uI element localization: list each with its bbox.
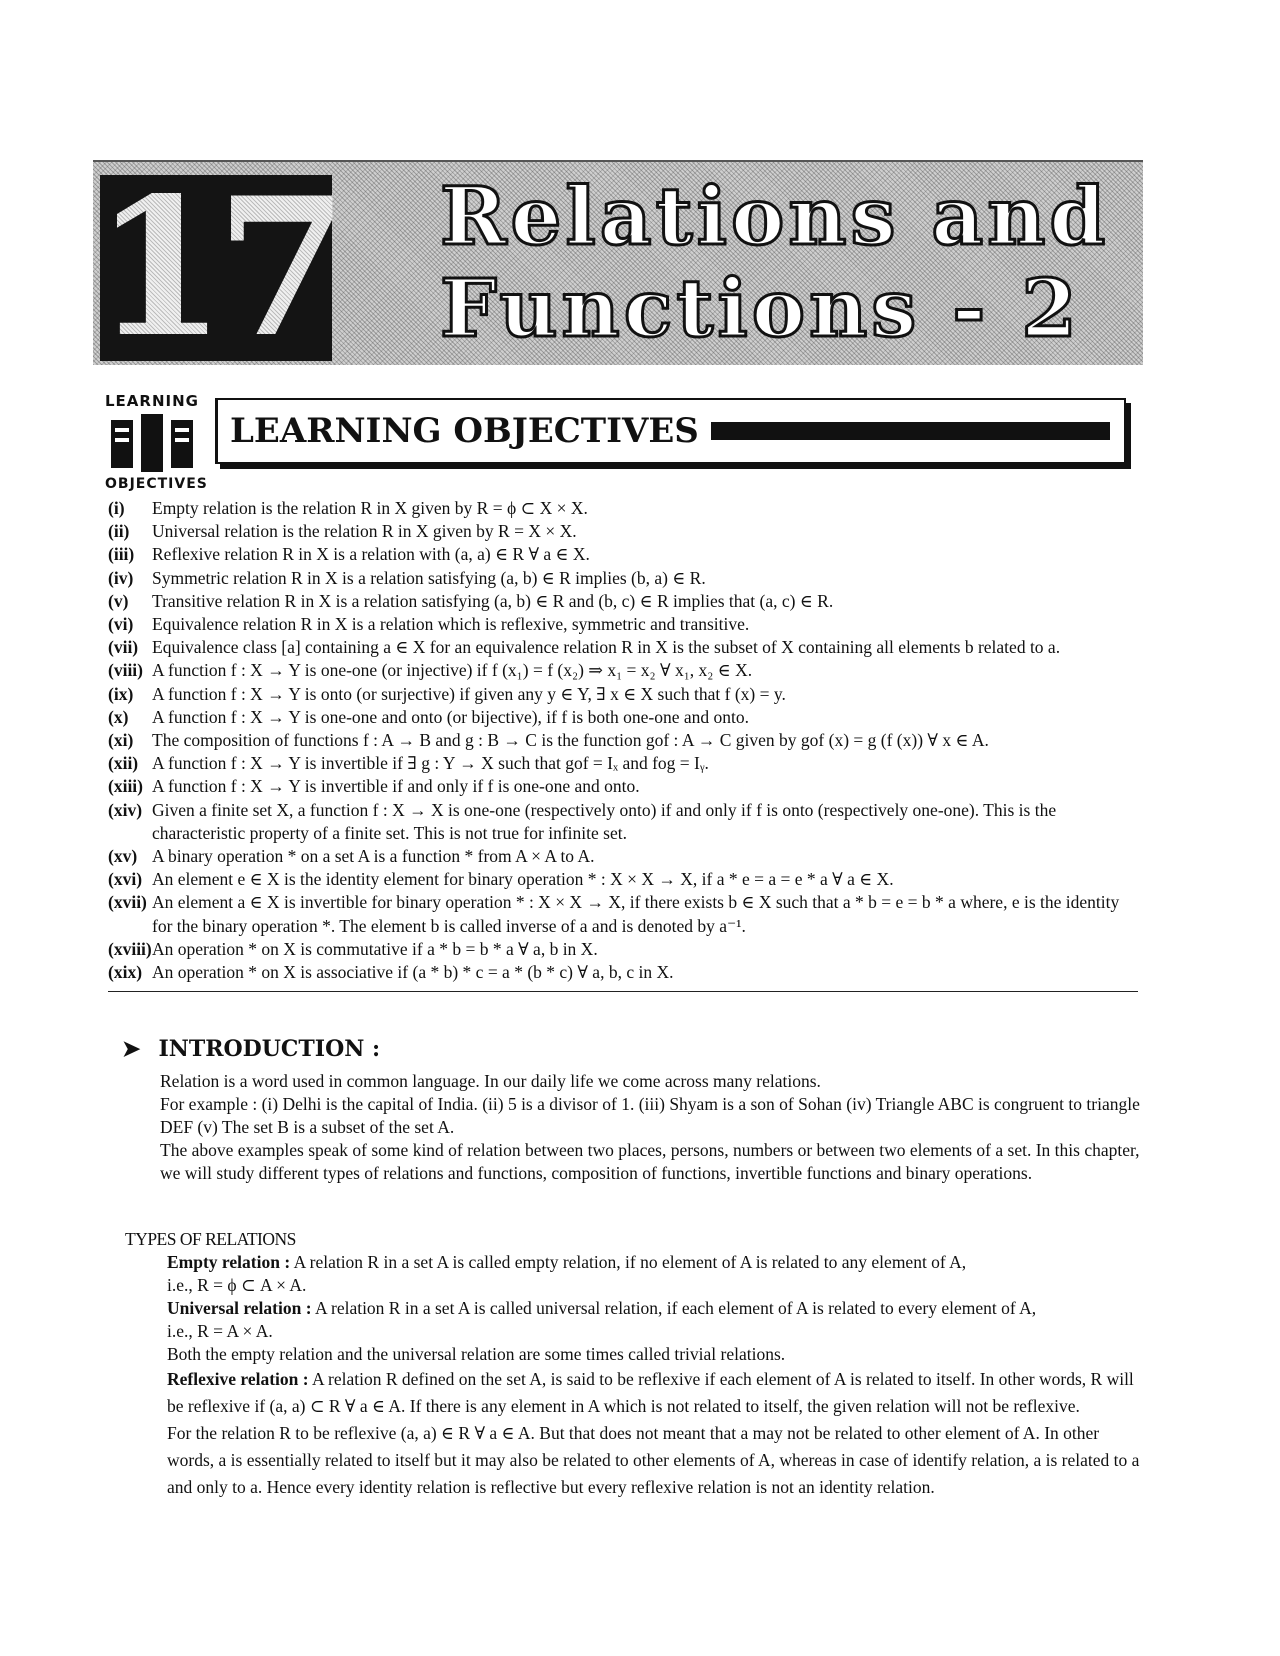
universal-relation-equation: i.e., R = A × A.	[167, 1321, 273, 1341]
objective-item: (xii) A function f : X → Y is invertible if ∃ g : Y → X such that gof = Iₓ and fog = Iᵧ.	[108, 753, 709, 774]
objective-item: (ix) A function f : X → Y is onto (or surjective) if given any y ∈ Y, ∃ x ∈ X such that f (x) = y.	[108, 683, 786, 704]
learning-objectives-icon	[105, 392, 208, 492]
objective-item: (xi) The composition of functions f : A → B and g : B → C is the function gof : A → C given by gof (x) = g (f (x)) ∀ x ∈ A.	[108, 730, 989, 751]
objective-item: (xvi) An element e ∈ X is the identity element for binary operation * : X × X → X, if a * e = a = e * a ∀ a ∈ X.	[108, 869, 894, 890]
lo-icon-bottom-text: OBJECTIVES	[105, 476, 208, 492]
objective-item: (xiv) Given a finite set X, a function f : X → X is one-one (respectively onto) if and only if f is onto (respectively one-one). This is the characteristic property of a finite set. This is not true for infinite set.	[108, 799, 1057, 843]
chapter-title	[440, 170, 1120, 354]
reflexive-relation-paragraph: Reflexive relation : A relation R defined on the set A, is said to be reflexive if each element of A is related to itself. In other words, R will be reflexive if (a, a) ⊂ R ∀ a ∈ A. If there is any element in A which is not related to itself, the given relation will not be reflexive.	[167, 1369, 1134, 1416]
intro-paragraph: Relation is a word used in common language. In our daily life we come across many relations.	[160, 1071, 821, 1091]
universal-relation-paragraph: Universal relation : A relation R in a set A is called universal relation, if each element of A is related to every element of A,	[167, 1298, 1037, 1318]
types-of-relations-section	[125, 1228, 1145, 1501]
trivial-relations-text: Both the empty relation and the universal relation are some times called trivial relations.	[167, 1344, 786, 1364]
learning-objectives-header	[215, 398, 1126, 464]
intro-paragraph: For example : (i) Delhi is the capital of India. (ii) 5 is a divisor of 1. (iii) Shyam is a son of Sohan (iv) Triangle ABC is congruent to triangle DEF (v) The set B is a subset of the set A.	[160, 1094, 1140, 1137]
objective-item: (vii) Equivalence class [a] containing a ∈ X for an equivalence relation R in X is the subset of X containing all elements b related to a.	[108, 637, 1061, 658]
objective-item: (vi) Equivalence relation R in X is a relation which is reflexive, symmetric and transitive.	[108, 614, 750, 635]
objective-item: (x) A function f : X → Y is one-one and onto (or bijective), if f is both one-one and onto.	[108, 706, 749, 727]
objective-item: (viii) A function f : X → Y is one-one (or injective) if f (x₁) = f (x₂) ⇒ x₁ = x₂ ∀ x₁, x₂ ∈ X.	[108, 660, 753, 681]
intro-paragraph: The above examples speak of some kind of relation between two places, persons, numbers or between two elements of a set. In this chapter, we will study different types of relations and functions, composition of functions, invertible functions and binary operations.	[160, 1140, 1140, 1183]
objectives-list	[108, 497, 1138, 984]
section-divider	[108, 991, 1138, 992]
lo-heading: LEARNING OBJECTIVES	[230, 411, 699, 451]
objective-item: (v) Transitive relation R in X is a relation satisfying (a, b) ∈ R and (b, c) ∈ R implies that (a, c) ∈ R.	[108, 590, 834, 611]
reflexive-explanation-paragraph: For the relation R to be reflexive (a, a) ∈ R ∀ a ∈ A. But that does not meant that a may not be related to other element of A. In other words, a is essentially related to itself but it may also be related to other elements of A, whereas in case of identify relation, a is related to a and only to a. Hence every identity relation is reflective but every reflexive relation is not an identity relation.	[167, 1423, 1140, 1497]
empty-relation-paragraph: Empty relation : A relation R in a set A is called empty relation, if no element of A is related to any element of A,	[167, 1252, 967, 1272]
introduction-body	[160, 1070, 1145, 1185]
chapter-number-box	[93, 156, 339, 379]
chapter-title-line1: Relations and	[440, 169, 1110, 263]
objective-item: (xviii) An operation * on X is commutative if a * b = b * a ∀ a, b in X.	[108, 938, 598, 959]
types-body	[125, 1251, 1145, 1501]
types-heading: TYPES OF RELATIONS	[125, 1229, 296, 1249]
objective-item: (iii) Reflexive relation R in X is a relation with (a, a) ∈ R ∀ a ∈ X.	[108, 544, 590, 565]
objective-item: (xix) An operation * on X is associative if (a * b) * c = a * (b * c) ∀ a, b, c in X.	[108, 962, 674, 983]
lo-icon-top-text: LEARNING	[105, 392, 199, 410]
objective-item: (xv) A binary operation * on a set A is a function * from A × A to A.	[108, 846, 595, 867]
arrow-icon: ➤	[122, 1036, 141, 1062]
chapter-title-line2: Functions - 2	[440, 261, 1081, 355]
introduction-heading: ➤ INTRODUCTION :	[122, 1036, 381, 1062]
objective-item: (i) Empty relation is the relation R in X given by R = ϕ ⊂ X × X.	[108, 498, 588, 518]
objective-item: (xiii) A function f : X → Y is invertible if and only if f is one-one and onto.	[108, 776, 640, 797]
chapter-number: 17	[93, 156, 339, 379]
target-icon	[111, 414, 197, 472]
objective-item: (iv) Symmetric relation R in X is a relation satisfying (a, b) ∈ R implies (b, a) ∈ R.	[108, 567, 706, 588]
objective-item: (xvii) An element a ∈ X is invertible for binary operation * : X × X → X, if there exists b ∈ X such that a * b = e = b * a where, e is the identity for the binary operation *. The element b is called inverse of a and is denoted by a⁻¹.	[108, 892, 1120, 936]
empty-relation-equation: i.e., R = ϕ ⊂ A × A.	[167, 1275, 307, 1295]
lo-heading-bar	[711, 422, 1110, 440]
objective-item: (ii) Universal relation is the relation R in X given by R = X × X.	[108, 521, 577, 542]
